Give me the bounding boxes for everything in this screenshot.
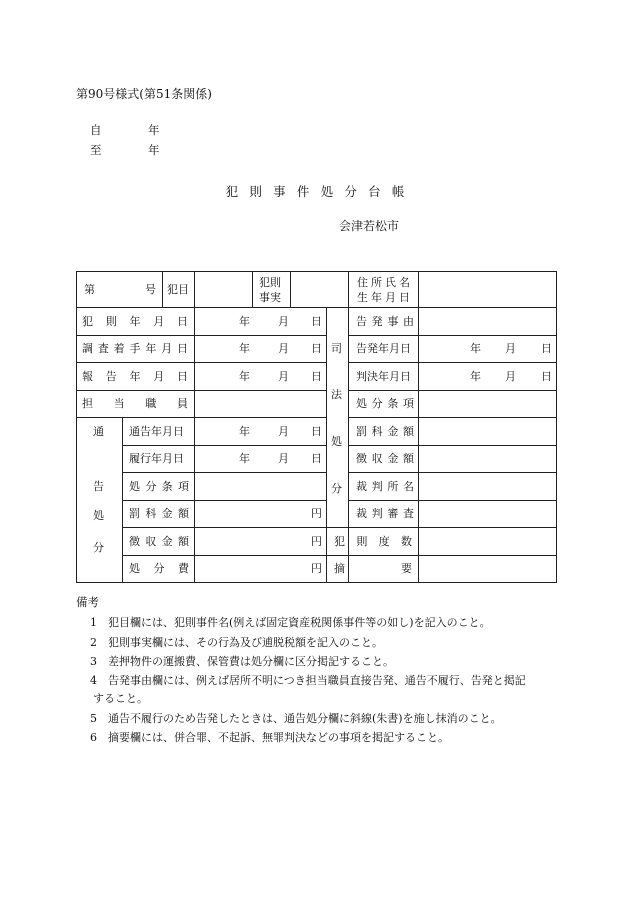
- report-date-label: 報 告 年 月 日: [82, 370, 188, 383]
- collection-amount-label: 徴 収 金 額: [129, 535, 189, 548]
- accusation-date-label: 告発年月日: [356, 342, 411, 355]
- judicial-collection-label: 徴 収 金 額: [356, 452, 414, 465]
- to-year-label: 年: [148, 143, 160, 157]
- date-day: 日: [311, 452, 322, 465]
- note-item: 6 摘要欄には、併合罪、不起訴、無罪判決などの事項を掲記すること。: [90, 731, 449, 744]
- date-year: 年: [239, 370, 250, 383]
- performance-date-label: 履行年月日: [129, 452, 184, 465]
- date-month: 月: [278, 452, 289, 465]
- court-name-label: 裁 判 所 名: [356, 480, 414, 493]
- date-year: 年: [470, 370, 481, 383]
- offense-fact-label-1: 犯則: [259, 276, 281, 289]
- date-month: 月: [505, 342, 516, 355]
- judicial-group-char: 司: [331, 342, 342, 355]
- remarks-label: 摘 要: [334, 562, 412, 575]
- birthdate-label: 生年月日: [357, 291, 413, 304]
- disposition-clause-label: 処 分 条 項: [129, 480, 189, 493]
- date-month: 月: [505, 370, 516, 383]
- from-label: 自: [90, 123, 102, 137]
- judicial-group-char: 法: [331, 388, 342, 401]
- investigation-date-label: 調 査 着 手 年 月 日: [82, 342, 188, 355]
- note-item: 3 差押物件の運搬費、保管費は処分欄に区分掲記すること。: [90, 655, 394, 668]
- note-item-continuation: すること。: [93, 692, 148, 705]
- notes-heading: 備考: [76, 595, 99, 609]
- yen-unit: 円: [311, 562, 322, 575]
- court-review-label: 裁 判 審 査: [356, 507, 414, 520]
- date-year: 年: [239, 342, 250, 355]
- offense-count-label: 犯 則 度 数: [334, 535, 412, 548]
- document-title: 犯則事件処分台帳: [225, 184, 416, 199]
- note-item: 2 犯則事実欄には、その行為及び逋脱税額を記入のこと。: [90, 636, 383, 649]
- disposition-cost-label: 処 分 費: [129, 562, 189, 575]
- yen-unit: 円: [311, 535, 322, 548]
- offense-item-label: 犯目: [167, 283, 189, 296]
- fine-amount-label: 罰 科 金 額: [129, 507, 189, 520]
- date-year: 年: [239, 452, 250, 465]
- date-day: 日: [311, 425, 322, 438]
- notice-group-char: 告: [93, 480, 104, 493]
- date-day: 日: [311, 342, 322, 355]
- date-day: 日: [311, 370, 322, 383]
- yen-unit: 円: [311, 507, 322, 520]
- judgment-date-label: 判決年月日: [356, 370, 411, 383]
- accusation-reason-label: 告 発 事 由: [356, 315, 414, 328]
- note-item: 4 告発事由欄には、例えば居所不明につき担当職員直接告発、通告不履行、告発と掲記: [90, 674, 526, 687]
- staff-label: 担 当 職 員: [82, 397, 188, 410]
- note-item: 5 通告不履行のため告発したときは、通告処分欄に斜線(朱書)を施し抹消のこと。: [90, 712, 502, 725]
- judicial-group-char: 処: [331, 435, 342, 448]
- date-year: 年: [239, 315, 250, 328]
- from-year-label: 年: [148, 123, 160, 137]
- date-year: 年: [239, 425, 250, 438]
- judicial-group-char: 分: [331, 482, 342, 495]
- judicial-clause-label: 処 分 条 項: [356, 397, 414, 410]
- date-day: 日: [541, 370, 552, 383]
- form-number: 第90号様式(第51条関係): [76, 87, 212, 101]
- notice-group-char: 分: [93, 541, 104, 554]
- city-name: 会津若松市: [339, 219, 400, 233]
- date-month: 月: [278, 315, 289, 328]
- offense-date-label: 犯 則 年 月 日: [82, 315, 188, 328]
- date-year: 年: [470, 342, 481, 355]
- date-month: 月: [278, 342, 289, 355]
- date-day: 日: [541, 342, 552, 355]
- number-label: 第: [84, 283, 95, 296]
- number-suffix: 号: [145, 283, 156, 296]
- date-day: 日: [311, 315, 322, 328]
- date-month: 月: [278, 370, 289, 383]
- judicial-fine-label: 罰 科 金 額: [356, 425, 414, 438]
- notice-group-char: 処: [93, 509, 104, 522]
- offense-fact-label-2: 事実: [259, 291, 281, 304]
- address-name-label: 住所氏名: [357, 276, 413, 289]
- notice-date-label: 通告年月日: [129, 425, 184, 438]
- notice-group-char: 通: [93, 425, 104, 438]
- date-month: 月: [278, 425, 289, 438]
- to-label: 至: [90, 143, 102, 157]
- note-item: 1 犯目欄には、犯則事件名(例えば固定資産税関係事件等の如し)を記入のこと。: [90, 616, 491, 629]
